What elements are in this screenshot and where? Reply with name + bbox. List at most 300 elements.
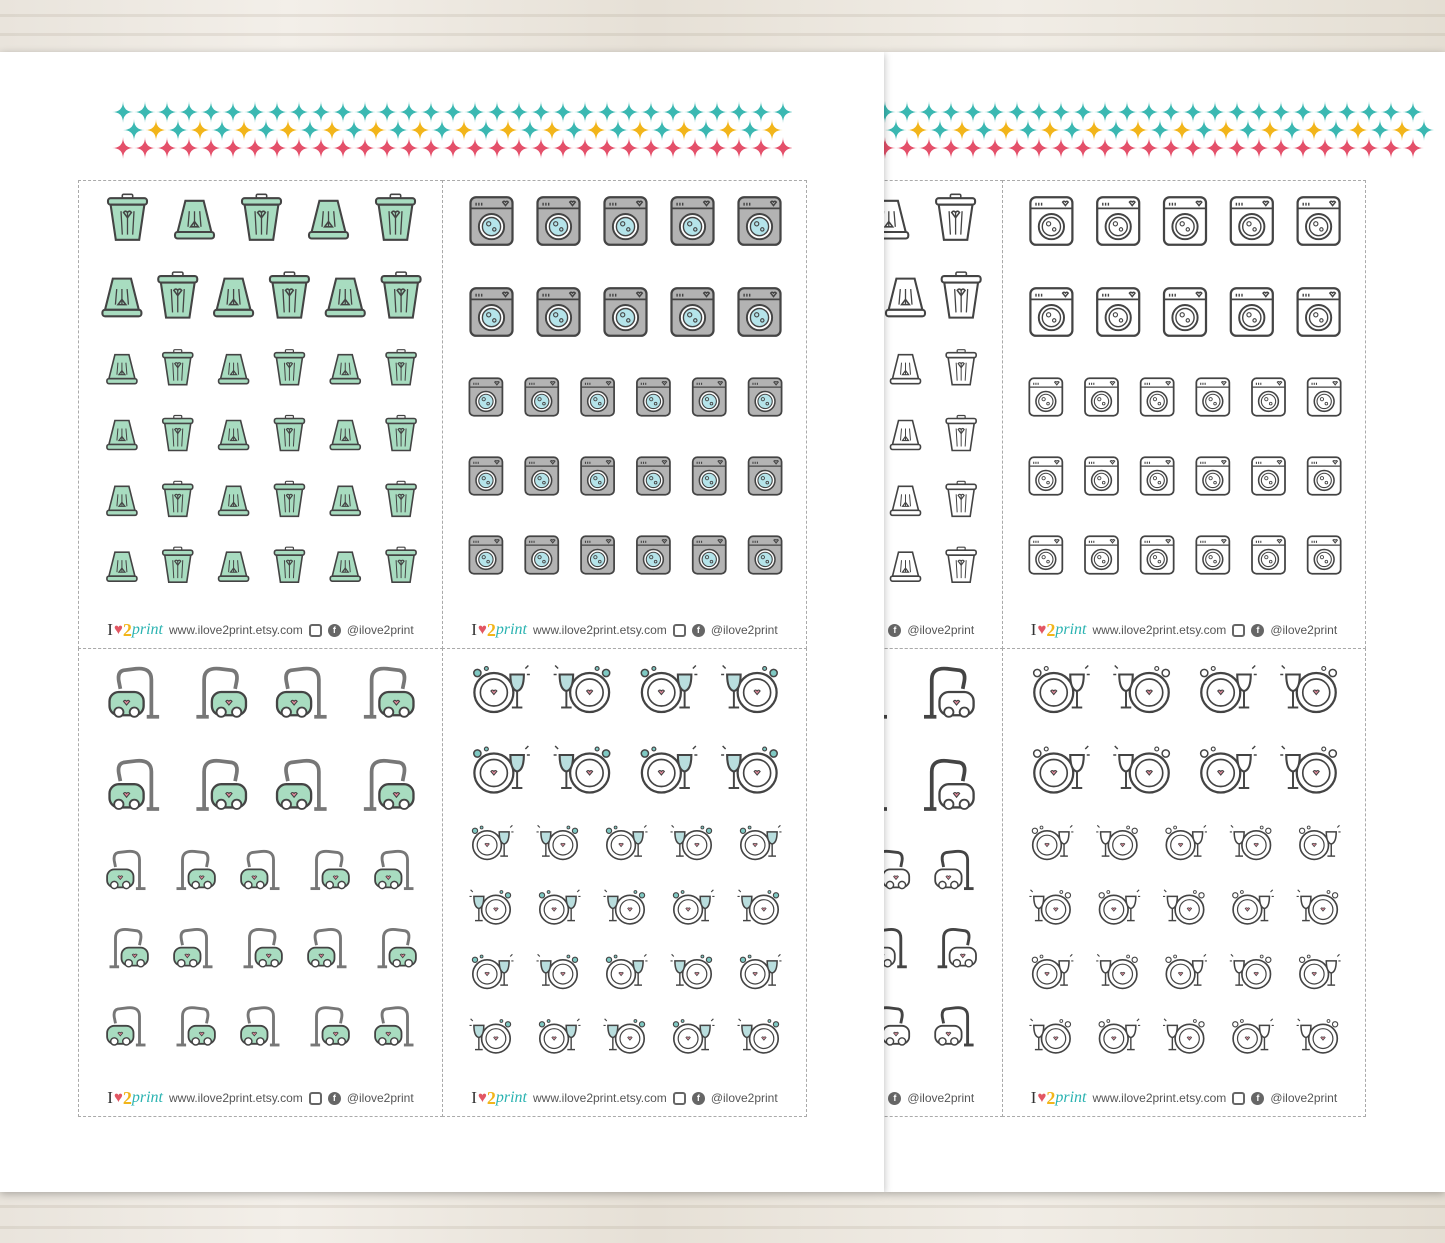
trash-grid <box>884 181 1004 610</box>
vacuum-cleaner-icon <box>244 929 282 966</box>
washing-machine-icon <box>1030 197 1072 245</box>
social-handle: @ilove2print <box>710 623 778 637</box>
trash-can-icon <box>102 279 141 317</box>
dishes-icon <box>738 890 779 924</box>
vacuum-cleaner-icon <box>884 929 907 966</box>
washing-machine-icon <box>525 536 558 573</box>
trash-can-icon <box>219 421 249 450</box>
star-decoration <box>1204 101 1226 123</box>
star-decoration <box>1094 101 1116 123</box>
star-decoration <box>167 119 189 141</box>
star-decoration <box>1358 101 1380 123</box>
vacuum-cleaner-icon <box>277 669 327 717</box>
washing-machine-icon <box>672 197 714 245</box>
star-decoration <box>896 137 918 159</box>
star-decoration <box>409 119 431 141</box>
dishes-icon <box>641 666 697 713</box>
star-decoration <box>145 119 167 141</box>
trash-can-icon <box>107 355 137 384</box>
trash-can-icon <box>946 416 976 451</box>
washing-machine-icon <box>1196 457 1229 494</box>
star-decoration <box>1402 137 1424 159</box>
dishes-icon <box>1299 954 1340 988</box>
heart-icon: ♥ <box>477 1089 487 1106</box>
dishes-icon <box>1099 890 1140 924</box>
instagram-icon <box>309 1092 322 1105</box>
washing-machine-icon <box>1252 536 1285 573</box>
vacuum-stickers-colored <box>78 648 443 1117</box>
vacuum-cleaner-icon <box>938 929 976 966</box>
washing-machine-icon <box>1231 288 1273 336</box>
dishes-icon <box>604 1019 645 1053</box>
trash-can-icon <box>386 416 416 451</box>
star-decoration <box>706 101 728 123</box>
dishes-icon <box>1299 825 1340 859</box>
star-decoration <box>750 101 772 123</box>
facebook-icon: f <box>888 624 901 637</box>
trash-can-icon <box>330 486 360 515</box>
trash-can-icon <box>946 547 976 582</box>
star-decoration <box>332 101 354 123</box>
star-decoration <box>519 119 541 141</box>
instagram-icon <box>673 1092 686 1105</box>
trash-can-icon <box>386 481 416 516</box>
star-decoration <box>1270 101 1292 123</box>
heart-icon: ♥ <box>113 1089 123 1106</box>
star-decoration <box>728 137 750 159</box>
star-decoration <box>123 119 145 141</box>
star-decoration <box>1248 101 1270 123</box>
vacuum-cleaner-icon <box>364 761 414 809</box>
trash-can-icon <box>884 201 908 239</box>
trash-can-icon <box>108 194 147 240</box>
star-decoration <box>1138 137 1160 159</box>
trash-can-icon <box>219 552 249 581</box>
star-decoration <box>112 101 134 123</box>
star-decoration <box>618 137 640 159</box>
dishes-icon <box>1201 746 1257 793</box>
star-decoration <box>884 137 896 159</box>
star-decoration <box>277 119 299 141</box>
dishes-icon <box>537 954 578 988</box>
washing-machine-icon <box>471 197 513 245</box>
heart-icon: ♥ <box>113 621 123 638</box>
trash-can-icon <box>382 272 421 318</box>
star-decoration <box>299 119 321 141</box>
star-decoration <box>343 119 365 141</box>
vacuum-cleaner-icon <box>196 761 246 809</box>
star-decoration <box>1402 101 1424 123</box>
dishes-icon <box>671 825 712 859</box>
star-decoration <box>222 101 244 123</box>
vacuum-cleaner-icon <box>107 851 145 888</box>
star-decoration <box>596 101 618 123</box>
star-decoration <box>1237 119 1259 141</box>
facebook-icon: f <box>1251 624 1264 637</box>
vacuum-cleaner-icon <box>924 761 974 809</box>
dishes-icon <box>738 1019 779 1053</box>
washing-machine-icon <box>1196 536 1229 573</box>
star-decoration <box>1391 119 1413 141</box>
facebook-icon: f <box>888 1092 901 1105</box>
star-decoration <box>244 101 266 123</box>
star-decoration <box>563 119 585 141</box>
washing-machine-icon <box>538 288 580 336</box>
vacuum-cleaner-icon <box>110 669 160 717</box>
decorative-border-strip <box>884 100 1434 160</box>
star-decoration <box>717 119 739 141</box>
washing-machine-icon <box>605 197 647 245</box>
star-decoration <box>1369 119 1391 141</box>
dishes-icon <box>721 746 777 793</box>
washing-machine-icon <box>1298 288 1340 336</box>
star-decoration <box>1336 137 1358 159</box>
dishes-icon <box>1099 1019 1140 1053</box>
star-decoration <box>884 101 896 123</box>
dishes-icon <box>1297 890 1338 924</box>
dishes-icon <box>539 890 580 924</box>
washing-machine-icon <box>739 288 781 336</box>
star-decoration <box>1006 137 1028 159</box>
star-decoration <box>1226 101 1248 123</box>
trash-can-stickers-outline <box>884 180 1003 649</box>
washing-machine-icon <box>1141 378 1174 415</box>
star-decoration <box>1083 119 1105 141</box>
star-decoration <box>1105 119 1127 141</box>
vacuum-cleaner-icon <box>884 669 887 717</box>
website-text: www.ilove2print.etsy.com <box>168 623 303 637</box>
decorative-border-strip <box>112 100 792 160</box>
vacuum-cleaner-icon <box>110 929 148 966</box>
social-handle: @ilove2print <box>710 1091 778 1105</box>
dishes-icon <box>721 666 777 713</box>
trash-can-icon <box>386 547 416 582</box>
star-decoration <box>1193 119 1215 141</box>
star-decoration <box>1413 119 1434 141</box>
trash-can-icon <box>891 552 921 581</box>
trash-can-icon <box>219 486 249 515</box>
star-decoration <box>940 101 962 123</box>
star-decoration <box>1182 137 1204 159</box>
panel-footer <box>884 1086 1002 1110</box>
trash-can-icon <box>386 350 416 385</box>
washing-machine-icon <box>538 197 580 245</box>
panel-footer <box>79 1086 442 1110</box>
star-decoration <box>1061 119 1083 141</box>
trash-can-icon <box>274 350 304 385</box>
social-handle: @ilove2print <box>907 623 975 637</box>
instagram-icon <box>1232 1092 1245 1105</box>
star-decoration <box>1182 101 1204 123</box>
star-decoration <box>684 137 706 159</box>
dishes-icon <box>472 825 513 859</box>
star-decoration <box>1006 101 1028 123</box>
star-decoration <box>200 137 222 159</box>
dishes-icon <box>1032 954 1073 988</box>
vacuum-cleaner-icon <box>884 1008 909 1045</box>
vacuum-cleaner-icon <box>241 1008 279 1045</box>
star-decoration <box>464 137 486 159</box>
dishes-icon <box>1096 825 1137 859</box>
star-decoration <box>585 119 607 141</box>
washing-machine-icon <box>581 457 614 494</box>
washing-machine-icon <box>693 378 726 415</box>
dishes-icon <box>1113 666 1169 713</box>
dishes-icon <box>1166 825 1207 859</box>
star-decoration <box>684 101 706 123</box>
washing-machine-icon <box>1085 536 1118 573</box>
dishes-icon <box>554 746 610 793</box>
trash-can-icon <box>330 355 360 384</box>
washer-grid <box>1003 181 1367 610</box>
vacuum-cleaner-icon <box>884 851 909 888</box>
panel-footer <box>443 618 806 642</box>
heart-icon: ♥ <box>1037 1089 1047 1106</box>
star-decoration <box>398 101 420 123</box>
star-decoration <box>728 101 750 123</box>
star-decoration <box>1072 137 1094 159</box>
star-decoration <box>475 119 497 141</box>
star-decoration <box>574 101 596 123</box>
dishes-icon <box>1163 1019 1204 1053</box>
dishes-icon <box>1034 666 1090 713</box>
washing-machine-icon <box>471 288 513 336</box>
trash-can-icon <box>163 481 193 516</box>
dishes-icon <box>1280 746 1336 793</box>
trash-can-icon <box>946 350 976 385</box>
star-decoration <box>673 119 695 141</box>
star-decoration <box>1072 101 1094 123</box>
star-decoration <box>1314 137 1336 159</box>
star-decoration <box>1050 101 1072 123</box>
star-decoration <box>332 137 354 159</box>
star-decoration <box>178 137 200 159</box>
star-decoration <box>1281 119 1303 141</box>
brand-logo: I ♥ 2 print <box>471 1087 527 1108</box>
washer-grid <box>443 181 808 610</box>
vacuum-cleaner-icon <box>308 929 346 966</box>
washing-machine-icon <box>525 457 558 494</box>
star-decoration <box>1347 119 1369 141</box>
washing-machine-icon <box>749 536 782 573</box>
star-decoration <box>233 119 255 141</box>
vacuum-cleaner-icon <box>884 761 887 809</box>
washing-machine-icon <box>1308 378 1341 415</box>
instagram-icon <box>673 624 686 637</box>
instagram-icon <box>1232 624 1245 637</box>
star-decoration <box>222 137 244 159</box>
washing-machine-icon <box>1252 378 1285 415</box>
washing-machine-stickers-colored <box>442 180 807 649</box>
star-decoration <box>1270 137 1292 159</box>
dishes-icon <box>474 746 530 793</box>
panel-footer <box>884 618 1002 642</box>
star-decoration <box>907 119 929 141</box>
panel-footer <box>443 1086 806 1110</box>
star-decoration <box>244 137 266 159</box>
trash-can-icon <box>107 552 137 581</box>
star-decoration <box>508 137 530 159</box>
washing-machine-icon <box>1141 457 1174 494</box>
washing-machine-icon <box>693 457 726 494</box>
website-text: www.ilove2print.etsy.com <box>532 1091 667 1105</box>
star-decoration <box>134 137 156 159</box>
trash-can-icon <box>946 481 976 516</box>
star-decoration <box>1028 137 1050 159</box>
star-decoration <box>288 101 310 123</box>
star-decoration <box>984 101 1006 123</box>
dishes-icon <box>641 746 697 793</box>
star-decoration <box>640 137 662 159</box>
vacuum-cleaner-icon <box>378 929 416 966</box>
vacuum-cleaner-icon <box>241 851 279 888</box>
dishes-icon <box>1280 666 1336 713</box>
star-decoration <box>453 119 475 141</box>
star-decoration <box>112 137 134 159</box>
star-decoration <box>288 137 310 159</box>
star-decoration <box>662 101 684 123</box>
star-decoration <box>255 119 277 141</box>
vacuum-cleaner-icon <box>174 929 212 966</box>
washing-machine-icon <box>1308 536 1341 573</box>
facebook-icon: f <box>692 1092 705 1105</box>
washing-machine-icon <box>581 536 614 573</box>
washing-machine-icon <box>749 457 782 494</box>
star-decoration <box>464 101 486 123</box>
social-handle: @ilove2print <box>1270 1091 1338 1105</box>
star-decoration <box>1160 101 1182 123</box>
dishes-icon <box>1096 954 1137 988</box>
dishes-icon <box>539 1019 580 1053</box>
washing-machine-icon <box>1252 457 1285 494</box>
dishes-icon <box>470 890 511 924</box>
star-decoration <box>310 137 332 159</box>
dishes-icon <box>1029 890 1070 924</box>
website-text: www.ilove2print.etsy.com <box>1092 1091 1227 1105</box>
star-decoration <box>1160 137 1182 159</box>
star-decoration <box>420 101 442 123</box>
brand-logo: I ♥ 2 print <box>107 619 163 640</box>
vacuum-cleaner-icon <box>375 1008 413 1045</box>
facebook-icon: f <box>328 1092 341 1105</box>
dishes-icon <box>1230 954 1271 988</box>
dishes-icon <box>1201 666 1257 713</box>
trash-can-icon <box>330 552 360 581</box>
washing-machine-icon <box>469 378 502 415</box>
dishes-icon <box>740 825 781 859</box>
star-decoration <box>1215 119 1237 141</box>
star-decoration <box>772 137 792 159</box>
star-decoration <box>398 137 420 159</box>
dishes-icon <box>1113 746 1169 793</box>
trash-can-stickers-colored <box>78 180 443 649</box>
trash-can-icon <box>219 355 249 384</box>
brand-logo: I ♥ 2 print <box>1030 619 1087 640</box>
washing-machine-icon <box>1141 536 1174 573</box>
star-decoration <box>574 137 596 159</box>
trash-can-icon <box>936 194 975 240</box>
brand-logo: I ♥ 2 print <box>471 619 527 640</box>
star-decoration <box>1204 137 1226 159</box>
washing-machine-icon <box>1029 457 1062 494</box>
dishes-stickers-outline <box>1002 648 1366 1117</box>
dishes-icon <box>673 1019 714 1053</box>
star-decoration <box>365 119 387 141</box>
trash-can-icon <box>274 416 304 451</box>
star-decoration <box>1171 119 1193 141</box>
washing-machine-icon <box>1097 288 1139 336</box>
star-decoration <box>1314 101 1336 123</box>
star-decoration <box>640 101 662 123</box>
star-decoration <box>1138 101 1160 123</box>
washing-machine-icon <box>1085 378 1118 415</box>
star-decoration <box>1336 101 1358 123</box>
trash-can-icon <box>891 486 921 515</box>
vacuum-cleaner-icon <box>935 1008 973 1045</box>
washing-machine-icon <box>469 536 502 573</box>
star-decoration <box>1050 137 1072 159</box>
star-decoration <box>973 119 995 141</box>
star-decoration <box>596 137 618 159</box>
dishes-icon <box>606 954 647 988</box>
dishes-icon <box>1230 825 1271 859</box>
dishes-icon <box>671 954 712 988</box>
star-decoration <box>354 137 376 159</box>
star-decoration <box>951 119 973 141</box>
trash-can-icon <box>309 201 348 239</box>
washing-machine-icon <box>1085 457 1118 494</box>
washing-machine-icon <box>637 536 670 573</box>
panel-footer <box>79 618 442 642</box>
star-decoration <box>134 101 156 123</box>
vacuum-stickers-outline <box>884 648 1003 1117</box>
vacuum-cleaner-icon <box>935 851 973 888</box>
star-decoration <box>896 101 918 123</box>
star-decoration <box>431 119 453 141</box>
star-decoration <box>266 101 288 123</box>
dishes-icon <box>740 954 781 988</box>
star-decoration <box>189 119 211 141</box>
trash-can-icon <box>242 194 281 240</box>
star-decoration <box>376 137 398 159</box>
washing-machine-icon <box>469 457 502 494</box>
trash-can-icon <box>163 350 193 385</box>
dishes-icon <box>1297 1019 1338 1053</box>
facebook-icon: f <box>1251 1092 1264 1105</box>
vacuum-cleaner-icon <box>177 1008 215 1045</box>
star-decoration <box>1116 137 1138 159</box>
brand-logo: I ♥ 2 print <box>1030 1087 1087 1108</box>
trash-can-icon <box>942 272 981 318</box>
star-decoration <box>962 137 984 159</box>
washing-machine-icon <box>1030 288 1072 336</box>
trash-can-icon <box>158 272 197 318</box>
social-handle: @ilove2print <box>907 1091 975 1105</box>
dishes-icon <box>474 666 530 713</box>
star-decoration <box>530 137 552 159</box>
star-decoration <box>1226 137 1248 159</box>
star-decoration <box>695 119 717 141</box>
star-decoration <box>552 137 574 159</box>
heart-icon: ♥ <box>1037 621 1047 638</box>
washing-machine-icon <box>1029 378 1062 415</box>
star-decoration <box>442 101 464 123</box>
star-decoration <box>607 119 629 141</box>
heart-icon: ♥ <box>477 621 487 638</box>
washing-machine-icon <box>672 288 714 336</box>
instagram-icon <box>309 624 322 637</box>
trash-grid <box>79 181 444 610</box>
